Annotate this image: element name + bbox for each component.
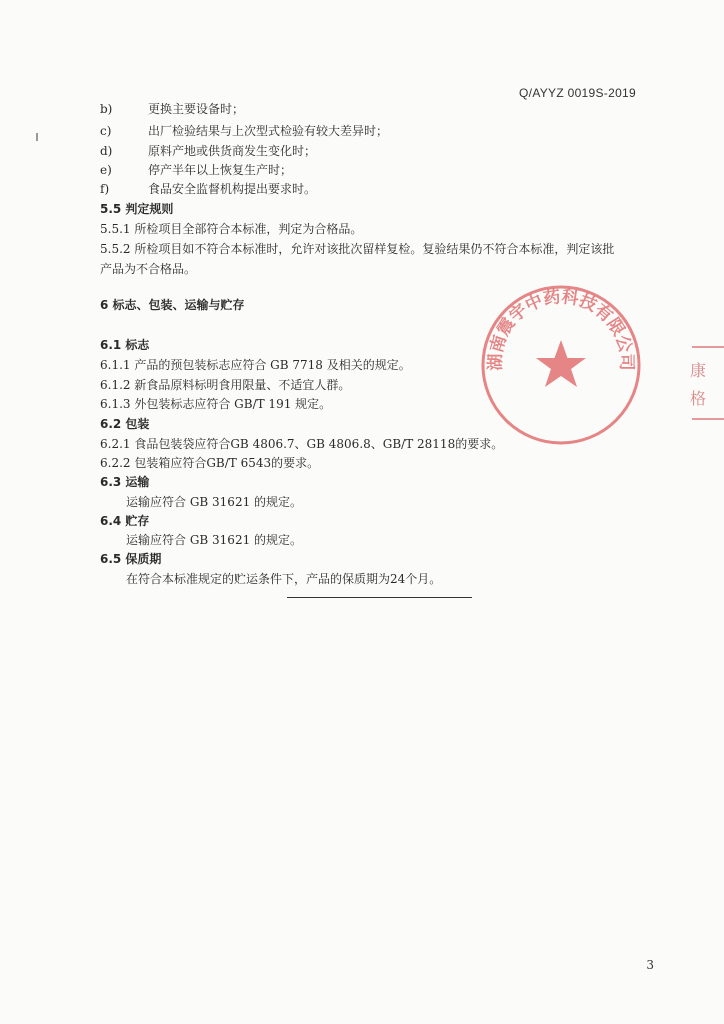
clause-6-2-2: 6.2.2 包装箱应符合GB/T 6543的要求。: [100, 456, 320, 470]
clause-6-5-text: 在符合本标准规定的贮运条件下，产品的保质期为24个月。: [126, 572, 442, 586]
list-item-label: b): [100, 102, 113, 116]
clause-5-5-2-line2: 产品为不合格品。: [100, 262, 197, 276]
section-heading-6-3: 6.3 运输: [100, 475, 150, 489]
section-heading-6-4: 6.4 贮存: [100, 514, 150, 528]
page-number: 3: [646, 958, 654, 972]
edge-seal-border: [692, 346, 724, 348]
list-item-text: 原料产地或供货商发生变化时；: [148, 144, 317, 158]
list-item-text: 出厂检验结果与上次型式检验有较大差异时；: [148, 124, 389, 138]
section-heading-6-2: 6.2 包装: [100, 417, 150, 431]
edge-seal-char: 康: [690, 361, 707, 380]
clause-6-3-text: 运输应符合 GB 31621 的规定。: [126, 495, 303, 509]
section-heading-6: 6 标志、包装、运输与贮存: [100, 298, 245, 312]
list-item-text: 食品安全监督机构提出要求时。: [148, 182, 317, 196]
clause-5-5-1: 5.5.1 所检项目全部符合本标准，判定为合格品。: [100, 222, 363, 236]
clause-6-1-1: 6.1.1 产品的预包装标志应符合 GB 7718 及相关的规定。: [100, 358, 411, 372]
scan-mark: [36, 133, 38, 141]
list-item-label: c): [100, 124, 112, 138]
clause-6-4-text: 运输应符合 GB 31621 的规定。: [126, 533, 303, 547]
list-item-label: f): [100, 182, 110, 196]
list-item-text: 更换主要设备时；: [148, 102, 245, 116]
star-icon: [536, 340, 586, 387]
list-item-label: e): [100, 163, 112, 177]
end-divider: [287, 597, 472, 598]
standard-code: Q/AYYZ 0019S-2019: [519, 86, 636, 100]
section-heading-6-5: 6.5 保质期: [100, 552, 162, 566]
edge-seal-border: [692, 418, 724, 420]
section-heading-5-5: 5.5 判定规则: [100, 202, 174, 216]
list-item-text: 停产半年以上恢复生产时；: [148, 163, 293, 177]
clause-6-1-3: 6.1.3 外包装标志应符合 GB/T 191 规定。: [100, 397, 332, 411]
seal-text: 湖南震宇中药科技有限公司: [485, 287, 637, 371]
clause-6-2-1: 6.2.1 食品包装袋应符合GB 4806.7、GB 4806.8、GB/T 28118的要求。: [100, 437, 504, 451]
clause-5-5-2-line1: 5.5.2 所检项目如不符合本标准时，允许对该批次留样复检。复验结果仍不符合本标准，判定该批: [100, 242, 615, 256]
clause-6-1-2: 6.1.2 新食品原料标明食用限量、不适宜人群。: [100, 378, 351, 392]
section-heading-6-1: 6.1 标志: [100, 338, 150, 352]
list-item-label: d): [100, 144, 113, 158]
company-seal: [478, 282, 644, 448]
edge-seal-fragment: [688, 338, 724, 428]
edge-seal-char: 格: [690, 389, 707, 408]
